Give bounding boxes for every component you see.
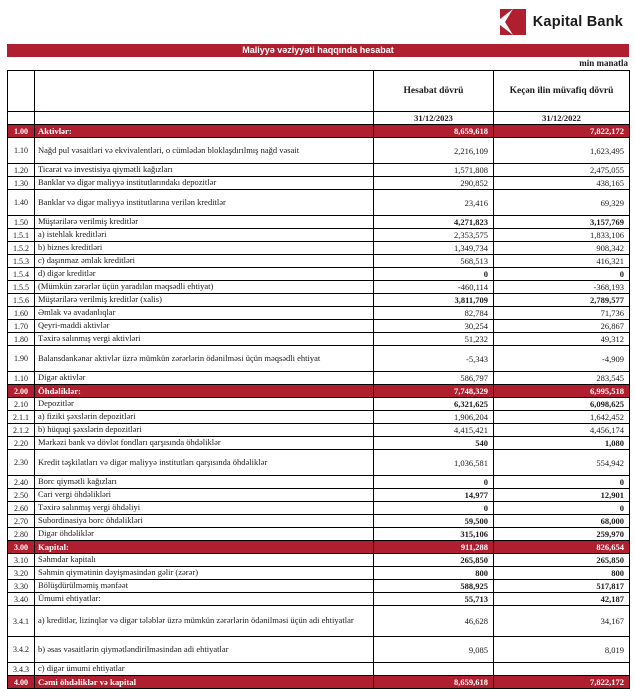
row-value-previous: 6,098,625 xyxy=(494,398,630,411)
kapital-bank-logo-icon xyxy=(500,9,526,35)
row-number: 3.4.1 xyxy=(8,606,35,637)
header-previous-period: Keçən ilin müvafiq dövrü xyxy=(494,71,630,112)
row-value-current: 800 xyxy=(374,567,494,580)
row-value-previous: 0 xyxy=(494,268,630,281)
row-value-previous: 416,321 xyxy=(494,255,630,268)
row-value-current: 55,713 xyxy=(374,593,494,606)
row-value-previous: -4,909 xyxy=(494,346,630,372)
row-value-current: 14,977 xyxy=(374,489,494,502)
row-value-current: -5,343 xyxy=(374,346,494,372)
table-row xyxy=(8,541,630,554)
financial-statement-table xyxy=(7,70,630,689)
row-value-current: 1,906,204 xyxy=(374,411,494,424)
row-number: 2.80 xyxy=(8,528,35,541)
row-value-previous: 0 xyxy=(494,476,630,489)
table-row xyxy=(8,281,630,294)
row-label: Təxirə salınmış vergi aktivləri xyxy=(35,333,374,346)
row-value-current: 540 xyxy=(374,437,494,450)
row-label: Banklar və digər maliyyə institutlarına verilən kreditlər xyxy=(35,190,374,216)
row-number: 3.4.2 xyxy=(8,637,35,663)
row-label: Bölüşdürülməmiş mənfəət xyxy=(35,580,374,593)
row-value-current: 1,036,581 xyxy=(374,450,494,476)
row-label: Digər öhdəliklər xyxy=(35,528,374,541)
row-value-previous: 4,456,174 xyxy=(494,424,630,437)
row-value-previous: 259,970 xyxy=(494,528,630,541)
row-value-previous: 1,642,452 xyxy=(494,411,630,424)
row-label: Nağd pul vəsaitləri və ekvivalentləri, o cümlədən bloklaşdırılmış nağd vəsait xyxy=(35,138,374,164)
unit-note: min manatla xyxy=(579,58,628,68)
row-value-current: 1,571,808 xyxy=(374,164,494,177)
table-row xyxy=(8,333,630,346)
date-header-row xyxy=(8,112,630,125)
table-row xyxy=(8,398,630,411)
row-label: c) daşınmaz əmlak kreditləri xyxy=(35,255,374,268)
row-number: 1.10 xyxy=(8,138,35,164)
row-value-current: 4,415,421 xyxy=(374,424,494,437)
table-row xyxy=(8,502,630,515)
row-label: Borc qiymətli kağızları xyxy=(35,476,374,489)
row-value-previous: 34,167 xyxy=(494,606,630,637)
row-value-previous: 2,475,055 xyxy=(494,164,630,177)
row-label: Öhdəliklər: xyxy=(35,385,374,398)
row-value-previous: 265,850 xyxy=(494,554,630,567)
header-current-period: Hesabat dövrü xyxy=(374,71,494,112)
row-value-current: 265,850 xyxy=(374,554,494,567)
row-value-previous: 517,817 xyxy=(494,580,630,593)
row-number: 3.00 xyxy=(8,541,35,554)
row-value-previous: 800 xyxy=(494,567,630,580)
table-row xyxy=(8,125,630,138)
row-number: 4.00 xyxy=(8,676,35,689)
row-value-current: 586,797 xyxy=(374,372,494,385)
row-label: Aktivlər: xyxy=(35,125,374,138)
table-row xyxy=(8,320,630,333)
row-number: 2.00 xyxy=(8,385,35,398)
bank-logo xyxy=(7,8,623,36)
row-number: 3.40 xyxy=(8,593,35,606)
table-body xyxy=(8,125,630,689)
row-value-previous: 49,312 xyxy=(494,333,630,346)
row-value-current: 8,659,618 xyxy=(374,676,494,689)
table-row xyxy=(8,411,630,424)
row-label: Ticarət və investisiya qiymətli kağızları xyxy=(35,164,374,177)
row-value-previous: 1,623,495 xyxy=(494,138,630,164)
table-row xyxy=(8,242,630,255)
row-label: Depozitlər xyxy=(35,398,374,411)
row-value-previous: 7,822,172 xyxy=(494,125,630,138)
table-row xyxy=(8,190,630,216)
row-value-current: 30,254 xyxy=(374,320,494,333)
row-number: 1.80 xyxy=(8,333,35,346)
table-row xyxy=(8,164,630,177)
row-number: 3.30 xyxy=(8,580,35,593)
table-row xyxy=(8,450,630,476)
date-previous: 31/12/2022 xyxy=(494,112,630,125)
table-row xyxy=(8,637,630,663)
row-value-previous: 0 xyxy=(494,502,630,515)
row-label: Subordinasiya borc öhdəlikləri xyxy=(35,515,374,528)
row-value-current: 23,416 xyxy=(374,190,494,216)
row-value-previous: 69,329 xyxy=(494,190,630,216)
row-label: Ümumi ehtiyatlar: xyxy=(35,593,374,606)
row-value-previous: -368,193 xyxy=(494,281,630,294)
table-row xyxy=(8,676,630,689)
row-number: 1.40 xyxy=(8,190,35,216)
row-value-previous: 8,019 xyxy=(494,637,630,663)
row-value-previous: 12,901 xyxy=(494,489,630,502)
row-value-previous: 826,654 xyxy=(494,541,630,554)
table-row xyxy=(8,567,630,580)
row-value-current: 911,288 xyxy=(374,541,494,554)
date-empty-label xyxy=(35,112,374,125)
table-row xyxy=(8,528,630,541)
row-value-previous: 1,833,106 xyxy=(494,229,630,242)
row-label: Müştərilərə verilmiş kreditlər (xalis) xyxy=(35,294,374,307)
row-label: d) digər kreditlər xyxy=(35,268,374,281)
row-number: 1.10 xyxy=(8,372,35,385)
row-value-previous: 1,080 xyxy=(494,437,630,450)
row-label: (Mümkün zərərlər üçün yaradılan məqsədli ehtiyat) xyxy=(35,281,374,294)
row-value-current: 3,811,709 xyxy=(374,294,494,307)
row-value-current: 0 xyxy=(374,268,494,281)
row-value-current: 0 xyxy=(374,476,494,489)
row-number: 1.30 xyxy=(8,177,35,190)
bank-name: Kapital Bank xyxy=(532,14,623,30)
row-number: 2.70 xyxy=(8,515,35,528)
table-row xyxy=(8,606,630,637)
date-current: 31/12/2023 xyxy=(374,112,494,125)
row-label: Banklar və digər maliyyə institutlarındakı depozitlər xyxy=(35,177,374,190)
table-row xyxy=(8,346,630,372)
header-empty-num xyxy=(8,71,35,112)
row-number: 1.5.3 xyxy=(8,255,35,268)
row-value-previous: 68,000 xyxy=(494,515,630,528)
table-row xyxy=(8,307,630,320)
row-number: 1.20 xyxy=(8,164,35,177)
row-label: b) biznes kreditləri xyxy=(35,242,374,255)
row-value-previous: 438,165 xyxy=(494,177,630,190)
table-row xyxy=(8,216,630,229)
row-value-previous: 71,736 xyxy=(494,307,630,320)
row-value-current: 2,353,575 xyxy=(374,229,494,242)
row-label: Qeyri-maddi aktivlər xyxy=(35,320,374,333)
row-value-previous: 6,995,518 xyxy=(494,385,630,398)
table-row xyxy=(8,489,630,502)
row-value-current: 8,659,618 xyxy=(374,125,494,138)
table-row xyxy=(8,385,630,398)
row-number: 1.70 xyxy=(8,320,35,333)
row-value-previous: 283,545 xyxy=(494,372,630,385)
row-label: b) hüquqi şəxslərin depozitləri xyxy=(35,424,374,437)
row-value-current: -460,114 xyxy=(374,281,494,294)
row-value-current: 51,232 xyxy=(374,333,494,346)
row-number: 3.10 xyxy=(8,554,35,567)
table-row xyxy=(8,177,630,190)
row-value-current: 290,852 xyxy=(374,177,494,190)
date-empty-num xyxy=(8,112,35,125)
row-label: Mərkəzi bank və dövlət fondları qarşısında öhdəliklər xyxy=(35,437,374,450)
row-value-previous: 2,789,577 xyxy=(494,294,630,307)
table-row xyxy=(8,554,630,567)
row-value-current xyxy=(374,663,494,676)
table-row xyxy=(8,663,630,676)
table-row xyxy=(8,229,630,242)
table-row xyxy=(8,515,630,528)
row-value-previous: 42,187 xyxy=(494,593,630,606)
row-label: c) digər ümumi ehtiyatlar xyxy=(35,663,374,676)
row-label: Cari vergi öhdəlikləri xyxy=(35,489,374,502)
row-number: 1.5.6 xyxy=(8,294,35,307)
row-number: 1.60 xyxy=(8,307,35,320)
row-number: 1.00 xyxy=(8,125,35,138)
row-label: Cəmi öhdəliklər və kapital xyxy=(35,676,374,689)
row-value-previous: 554,942 xyxy=(494,450,630,476)
row-label: Səhmdar kapitalı xyxy=(35,554,374,567)
report-title-bar: Maliyyə vəziyyəti haqqında hesabat xyxy=(7,44,629,57)
row-number: 2.1.2 xyxy=(8,424,35,437)
row-number: 3.20 xyxy=(8,567,35,580)
row-value-current: 46,628 xyxy=(374,606,494,637)
row-value-current: 4,271,823 xyxy=(374,216,494,229)
row-value-previous xyxy=(494,663,630,676)
table-row xyxy=(8,476,630,489)
row-value-current: 59,500 xyxy=(374,515,494,528)
row-number: 3.4.3 xyxy=(8,663,35,676)
column-header-row xyxy=(8,71,630,112)
table-row xyxy=(8,138,630,164)
row-value-current: 9,085 xyxy=(374,637,494,663)
row-value-current: 2,216,109 xyxy=(374,138,494,164)
row-number: 1.5.5 xyxy=(8,281,35,294)
row-label: Balansdankənar aktivlər üzrə mümkün zərərlərin ödənilməsi üçün məqsədli ehtiyat xyxy=(35,346,374,372)
row-number: 1.5.2 xyxy=(8,242,35,255)
row-label: Səhmin qiymətinin dəyişməsindən gəlir (zərər) xyxy=(35,567,374,580)
row-value-current: 7,748,329 xyxy=(374,385,494,398)
row-label: b) əsas vəsaitlərin qiymətləndirilməsindən adi ehtiyatlar xyxy=(35,637,374,663)
row-number: 2.1.1 xyxy=(8,411,35,424)
row-number: 2.30 xyxy=(8,450,35,476)
row-value-previous: 3,157,769 xyxy=(494,216,630,229)
row-value-current: 315,106 xyxy=(374,528,494,541)
row-number: 1.5.1 xyxy=(8,229,35,242)
table-row xyxy=(8,593,630,606)
header-empty-label xyxy=(35,71,374,112)
row-label: a) istehlak kreditləri xyxy=(35,229,374,242)
table-row xyxy=(8,268,630,281)
row-number: 2.40 xyxy=(8,476,35,489)
row-value-current: 588,925 xyxy=(374,580,494,593)
table-row xyxy=(8,255,630,268)
table-row xyxy=(8,437,630,450)
row-number: 1.5.4 xyxy=(8,268,35,281)
row-label: a) kreditlər, lizinqlər və digər tələblər üzrə mümkün zərərlərin ödənilməsi üçün adi ehtiyatlar xyxy=(35,606,374,637)
row-number: 1.50 xyxy=(8,216,35,229)
row-value-previous: 7,822,172 xyxy=(494,676,630,689)
row-value-current: 82,784 xyxy=(374,307,494,320)
row-label: Digər aktivlər xyxy=(35,372,374,385)
row-number: 1.90 xyxy=(8,346,35,372)
row-label: Əmlak və avadanlıqlar xyxy=(35,307,374,320)
table-row xyxy=(8,580,630,593)
row-value-current: 1,349,734 xyxy=(374,242,494,255)
table-row xyxy=(8,424,630,437)
row-label: a) fiziki şəxslərin depozitləri xyxy=(35,411,374,424)
row-label: Müştərilərə verilmiş kreditlər xyxy=(35,216,374,229)
row-value-current: 0 xyxy=(374,502,494,515)
row-value-current: 6,321,625 xyxy=(374,398,494,411)
row-label: Kredit təşkilatları və digər maliyyə institutları qarşısında öhdəliklər xyxy=(35,450,374,476)
row-value-previous: 908,342 xyxy=(494,242,630,255)
table-row xyxy=(8,294,630,307)
row-number: 2.60 xyxy=(8,502,35,515)
row-number: 2.10 xyxy=(8,398,35,411)
row-number: 2.20 xyxy=(8,437,35,450)
row-value-previous: 26,867 xyxy=(494,320,630,333)
row-number: 2.50 xyxy=(8,489,35,502)
row-value-current: 568,513 xyxy=(374,255,494,268)
row-label: Təxirə salınmış vergi öhdəliyi xyxy=(35,502,374,515)
row-label: Kapital: xyxy=(35,541,374,554)
table-row xyxy=(8,372,630,385)
